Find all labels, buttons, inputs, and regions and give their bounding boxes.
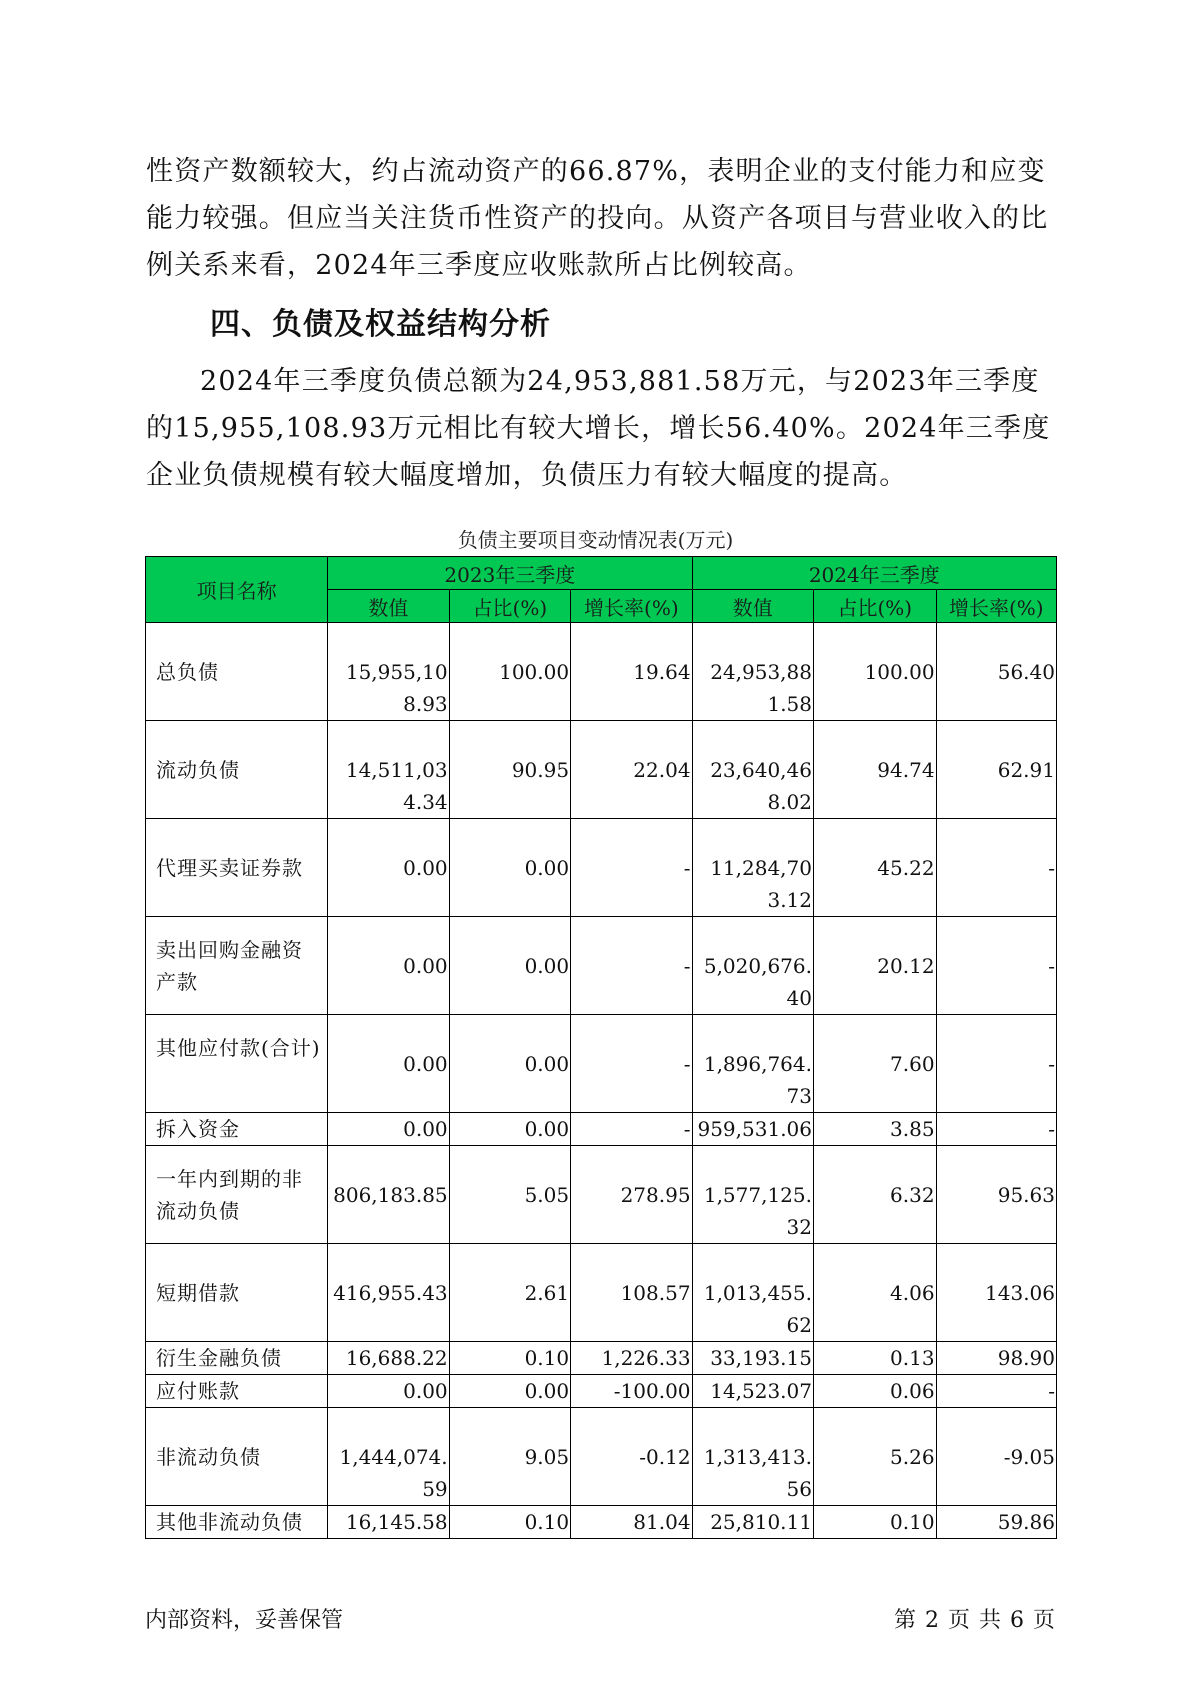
header-growth-2024: 增长率(%) (936, 590, 1056, 623)
cell-text: 100.00 (499, 660, 570, 684)
header-period-2024: 2024年三季度 (692, 557, 1056, 590)
liabilities-table (145, 556, 1057, 1539)
cell-text: 卖出回购金融资产款 (156, 938, 303, 994)
cell-g1 (571, 1015, 692, 1113)
cell-s2 (814, 917, 937, 1015)
body-paragraph: 2024年三季度负债总额为24,953,881.58万元，与2023年三季度的15,955,108.93万元相比有较大增长，增长56.40%。2024年三季度企业负债规模有较大幅度增加，负债压力有较大幅度的提高。 (146, 366, 1051, 491)
cell-s1 (449, 917, 570, 1015)
cell-text: 0.00 (403, 954, 448, 978)
cell-g2 (936, 721, 1056, 819)
cell-g1 (571, 1146, 692, 1244)
cell-s2 (814, 1375, 937, 1408)
table-row (146, 623, 1057, 721)
cell-text: 23,640,468.02 (710, 758, 812, 814)
section-heading: 四、负债及权益结构分析 (210, 307, 551, 342)
cell-v1 (328, 1342, 449, 1375)
cell-text: 1,013,455.62 (703, 1281, 812, 1337)
cell-v1 (328, 1146, 449, 1244)
row-label (146, 1408, 328, 1506)
header-share-2024: 占比(%) (814, 590, 937, 623)
cell-v1 (328, 1506, 449, 1539)
header-value-2024: 数值 (692, 590, 813, 623)
cell-text: - (683, 1117, 691, 1141)
cell-text: 16,688.22 (345, 1346, 448, 1370)
cell-text: -0.12 (639, 1445, 691, 1469)
cell-text: 56.40 (997, 660, 1055, 684)
row-label (146, 1015, 328, 1113)
row-label (146, 721, 328, 819)
cell-v2 (692, 1015, 813, 1113)
cell-text: 9.05 (524, 1445, 570, 1469)
cell-s1 (449, 1146, 570, 1244)
cell-g2 (936, 1244, 1056, 1342)
cell-text: 14,511,034.34 (345, 758, 448, 814)
cell-text: 959,531.06 (697, 1117, 812, 1141)
cell-text: 45.22 (877, 856, 935, 880)
cell-text: 1,444,074.59 (339, 1445, 448, 1501)
cell-text: 90.95 (511, 758, 570, 782)
cell-s1 (449, 1113, 570, 1146)
table-row (146, 1506, 1057, 1539)
row-label (146, 1506, 328, 1539)
row-label (146, 819, 328, 917)
cell-s2 (814, 1113, 937, 1146)
cell-text: 15,955,108.93 (345, 660, 448, 716)
cell-text: 拆入资金 (156, 1117, 240, 1141)
cell-text: 5,020,676.40 (703, 954, 812, 1010)
cell-text: 0.10 (524, 1346, 570, 1370)
cell-text: 0.00 (403, 1052, 448, 1076)
cell-g1 (571, 1408, 692, 1506)
cell-text: 4.06 (890, 1281, 935, 1305)
table-row (146, 917, 1057, 1015)
cell-text: - (683, 856, 691, 880)
cell-text: 1,896,764.73 (703, 1052, 812, 1108)
cell-text: 24,953,881.58 (710, 660, 812, 716)
cell-v2 (692, 1146, 813, 1244)
cell-text: 短期借款 (156, 1281, 240, 1305)
cell-text: 0.00 (403, 856, 448, 880)
cell-v1 (328, 1113, 449, 1146)
cell-text: - (1048, 954, 1055, 978)
table-row (146, 819, 1057, 917)
cell-g1 (571, 1342, 692, 1375)
table-row (146, 1408, 1057, 1506)
footer-page-number: 第 2 页 共 6 页 (894, 1608, 1056, 1633)
header-growth-2023: 增长率(%) (571, 590, 692, 623)
cell-s1 (449, 721, 570, 819)
cell-v1 (328, 623, 449, 721)
cell-g1 (571, 1244, 692, 1342)
header-value-2023: 数值 (328, 590, 449, 623)
cell-g2 (936, 1146, 1056, 1244)
cell-s1 (449, 623, 570, 721)
cell-v1 (328, 917, 449, 1015)
cell-text: 108.57 (620, 1281, 691, 1305)
cell-text: 一年内到期的非流动负债 (156, 1167, 303, 1223)
cell-text: 5.26 (890, 1445, 935, 1469)
cell-text: 14,523.07 (710, 1379, 812, 1403)
cell-text: 流动负债 (156, 758, 240, 782)
cell-v1 (328, 1015, 449, 1113)
cell-s1 (449, 1015, 570, 1113)
cell-text: 总负债 (156, 660, 219, 684)
cell-s1 (449, 1408, 570, 1506)
cell-text: 1,226.33 (601, 1346, 691, 1370)
cell-v2 (692, 721, 813, 819)
cell-text: 0.10 (890, 1510, 935, 1534)
cell-text: 5.05 (524, 1183, 570, 1207)
cell-text: 衍生金融负债 (156, 1346, 282, 1370)
cell-g2 (936, 1113, 1056, 1146)
cell-s2 (814, 1015, 937, 1113)
cell-text: 16,145.58 (345, 1510, 448, 1534)
cell-v1 (328, 721, 449, 819)
cell-v2 (692, 819, 813, 917)
cell-g1 (571, 623, 692, 721)
cell-g2 (936, 1375, 1056, 1408)
cell-text: 81.04 (633, 1510, 691, 1534)
cell-g2 (936, 1015, 1056, 1113)
cell-text: - (1048, 856, 1055, 880)
cell-text: 0.00 (403, 1379, 448, 1403)
cell-v2 (692, 1506, 813, 1539)
cell-text: 19.64 (633, 660, 691, 684)
row-label (146, 623, 328, 721)
table-row (146, 1146, 1057, 1244)
cell-text: 0.06 (890, 1379, 935, 1403)
row-label (146, 1375, 328, 1408)
cell-text: 其他非流动负债 (156, 1510, 303, 1534)
cell-g1 (571, 819, 692, 917)
cell-text: 143.06 (985, 1281, 1055, 1305)
cell-g2 (936, 819, 1056, 917)
table-row (146, 721, 1057, 819)
table-body (146, 623, 1057, 1539)
cell-v1 (328, 1244, 449, 1342)
cell-g1 (571, 1375, 692, 1408)
cell-v2 (692, 1244, 813, 1342)
cell-text: - (683, 1052, 691, 1076)
cell-g2 (936, 1342, 1056, 1375)
cell-text: -100.00 (613, 1379, 691, 1403)
cell-text: 416,955.43 (333, 1281, 448, 1305)
cell-text: 3.85 (890, 1117, 935, 1141)
header-item-name: 项目名称 (146, 557, 328, 623)
row-label (146, 1113, 328, 1146)
cell-text: 其他应付款(合计) (156, 1036, 321, 1060)
cell-s2 (814, 819, 937, 917)
cell-s2 (814, 721, 937, 819)
header-period-2023: 2023年三季度 (328, 557, 692, 590)
cell-v1 (328, 819, 449, 917)
cell-s1 (449, 819, 570, 917)
row-label (146, 1244, 328, 1342)
cell-s2 (814, 1244, 937, 1342)
cell-s2 (814, 1342, 937, 1375)
cell-v1 (328, 1375, 449, 1408)
cell-g2 (936, 1408, 1056, 1506)
cell-v2 (692, 917, 813, 1015)
cell-text: 0.00 (524, 1052, 570, 1076)
table-row (146, 1113, 1057, 1146)
cell-text: 62.91 (997, 758, 1055, 782)
cell-g1 (571, 1506, 692, 1539)
table-row (146, 1375, 1057, 1408)
cell-text: - (1048, 1379, 1055, 1403)
cell-text: 11,284,703.12 (710, 856, 812, 912)
cell-text: 278.95 (620, 1183, 691, 1207)
footer-confidential: 内部资料，妥善保管 (145, 1608, 344, 1633)
cell-g2 (936, 917, 1056, 1015)
row-label (146, 917, 328, 1015)
intro-paragraph: 性资产数额较大，约占流动资产的66.87%，表明企业的支付能力和应变能力较强。但应当关注货币性资产的投向。从资产各项目与营业收入的比例关系来看，2024年三季度应收账款所占比例较高。 (146, 156, 1049, 281)
cell-v2 (692, 1342, 813, 1375)
cell-v1 (328, 1408, 449, 1506)
cell-text: 0.00 (403, 1117, 448, 1141)
cell-g2 (936, 1506, 1056, 1539)
cell-g1 (571, 1113, 692, 1146)
cell-text: 非流动负债 (156, 1445, 261, 1469)
cell-text: 95.63 (997, 1183, 1055, 1207)
cell-text: 33,193.15 (710, 1346, 812, 1370)
cell-s2 (814, 623, 937, 721)
cell-text: - (683, 954, 691, 978)
cell-text: 98.90 (997, 1346, 1055, 1370)
cell-s2 (814, 1146, 937, 1244)
cell-v2 (692, 623, 813, 721)
cell-text: 7.60 (890, 1052, 935, 1076)
table-row (146, 1244, 1057, 1342)
cell-text: 94.74 (877, 758, 935, 782)
table-title: 负债主要项目变动情况表(万元) (457, 528, 734, 552)
cell-s1 (449, 1244, 570, 1342)
cell-s1 (449, 1342, 570, 1375)
cell-text: 22.04 (633, 758, 691, 782)
cell-v2 (692, 1375, 813, 1408)
cell-text: 0.00 (524, 1117, 570, 1141)
row-label (146, 1342, 328, 1375)
cell-text: 代理买卖证券款 (156, 856, 303, 880)
cell-text: 1,577,125.32 (703, 1183, 812, 1239)
cell-s2 (814, 1408, 937, 1506)
cell-text: 20.12 (877, 954, 935, 978)
cell-text: -9.05 (1003, 1445, 1055, 1469)
cell-text: 806,183.85 (333, 1183, 448, 1207)
cell-g1 (571, 917, 692, 1015)
cell-text: 0.00 (524, 856, 570, 880)
cell-text: 0.00 (524, 954, 570, 978)
cell-text: 0.10 (524, 1510, 570, 1534)
cell-text: 应付账款 (156, 1379, 240, 1403)
cell-text: 1,313,413.56 (703, 1445, 812, 1501)
cell-text: 0.00 (524, 1379, 570, 1403)
cell-text: 6.32 (890, 1183, 935, 1207)
row-label (146, 1146, 328, 1244)
cell-text: 100.00 (864, 660, 935, 684)
cell-text: 25,810.11 (710, 1510, 812, 1534)
cell-g1 (571, 721, 692, 819)
cell-text: - (1048, 1117, 1055, 1141)
table-row (146, 1342, 1057, 1375)
cell-text: - (1048, 1052, 1055, 1076)
header-share-2023: 占比(%) (449, 590, 570, 623)
cell-s1 (449, 1375, 570, 1408)
cell-s2 (814, 1506, 937, 1539)
cell-s1 (449, 1506, 570, 1539)
table-row (146, 1015, 1057, 1113)
cell-text: 2.61 (524, 1281, 570, 1305)
cell-v2 (692, 1113, 813, 1146)
cell-text: 59.86 (997, 1510, 1055, 1534)
cell-text: 0.13 (890, 1346, 935, 1370)
cell-g2 (936, 623, 1056, 721)
cell-v2 (692, 1408, 813, 1506)
